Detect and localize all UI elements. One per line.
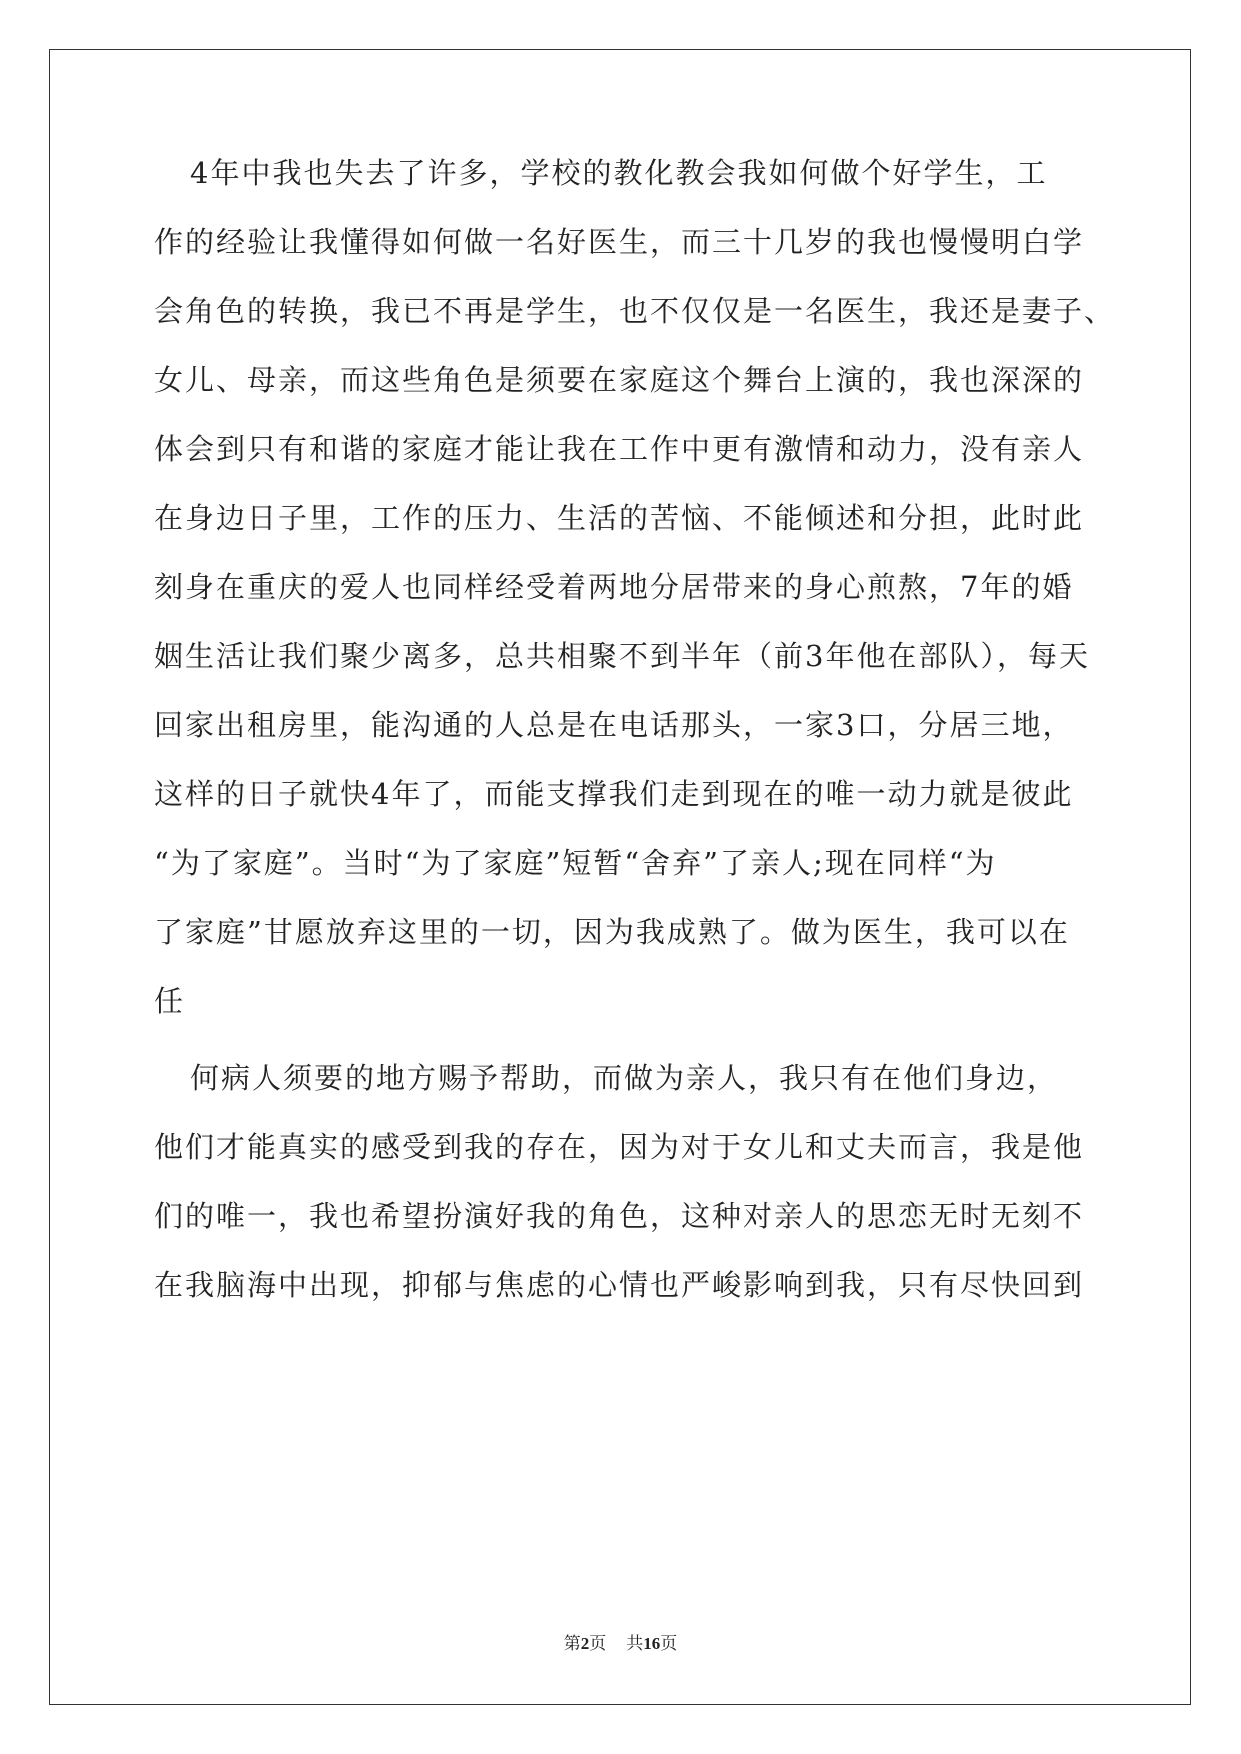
paragraph-1-line-8: 姻生活让我们聚少离多，总共相聚不到半年（前3年他在部队），每天 xyxy=(154,639,1090,673)
footer-page-number: 2 xyxy=(580,1634,590,1653)
footer-total-pages: 16 xyxy=(643,1634,661,1653)
paragraph-1-line-3: 会角色的转换，我已不再是学生，也不仅仅是一名医生，我还是妻子、 xyxy=(154,294,1116,328)
paragraph-1-line-11: “为了家庭”。当时“为了家庭”短暂“舍弃”了亲人;现在同样“为 xyxy=(154,846,997,880)
paragraph-1-line-1: 4年中我也失去了许多，学校的教化教会我如何做个好学生，工 xyxy=(190,156,1048,190)
paragraph-1-line-4: 女儿、母亲，而这些角色是须要在家庭这个舞台上演的，我也深深的 xyxy=(154,363,1085,397)
paragraph-1-line-13: 任 xyxy=(154,984,186,1018)
paragraph-2-line-3: 们的唯一，我也希望扮演好我的角色，这种对亲人的思恋无时无刻不 xyxy=(154,1199,1085,1233)
footer-total-suffix: 页 xyxy=(660,1634,678,1654)
footer-page-suffix: 页 xyxy=(589,1634,607,1654)
paragraph-1-line-5: 体会到只有和谐的家庭才能让我在工作中更有激情和动力，没有亲人 xyxy=(154,432,1085,466)
footer-page-prefix: 第 xyxy=(563,1634,581,1654)
paragraph-1-line-10: 这样的日子就快4年了，而能支撑我们走到现在的唯一动力就是彼此 xyxy=(154,777,1074,811)
paragraph-1-line-12: 了家庭”甘愿放弃这里的一切，因为我成熟了。做为医生，我可以在 xyxy=(154,915,1070,949)
page-footer xyxy=(0,1634,1241,1654)
paragraph-2-line-4: 在我脑海中出现，抑郁与焦虑的心情也严峻影响到我，只有尽快回到 xyxy=(154,1268,1085,1302)
paragraph-2-line-2: 他们才能真实的感受到我的存在，因为对于女儿和丈夫而言，我是他 xyxy=(154,1130,1085,1164)
paragraph-1-line-2: 作的经验让我懂得如何做一名好医生，而三十几岁的我也慢慢明白学 xyxy=(154,225,1085,259)
paragraph-1-line-9: 回家出租房里，能沟通的人总是在电话那头，一家3口，分居三地， xyxy=(154,708,1074,742)
footer-total-prefix: 共 xyxy=(626,1634,644,1654)
paragraph-1-line-7: 刻身在重庆的爱人也同样经受着两地分居带来的身心煎熬，7年的婚 xyxy=(154,570,1074,604)
paragraph-1-line-6: 在身边日子里，工作的压力、生活的苦恼、不能倾述和分担，此时此 xyxy=(154,501,1085,535)
paragraph-2-line-1: 何病人须要的地方赐予帮助，而做为亲人，我只有在他们身边， xyxy=(190,1061,1059,1095)
